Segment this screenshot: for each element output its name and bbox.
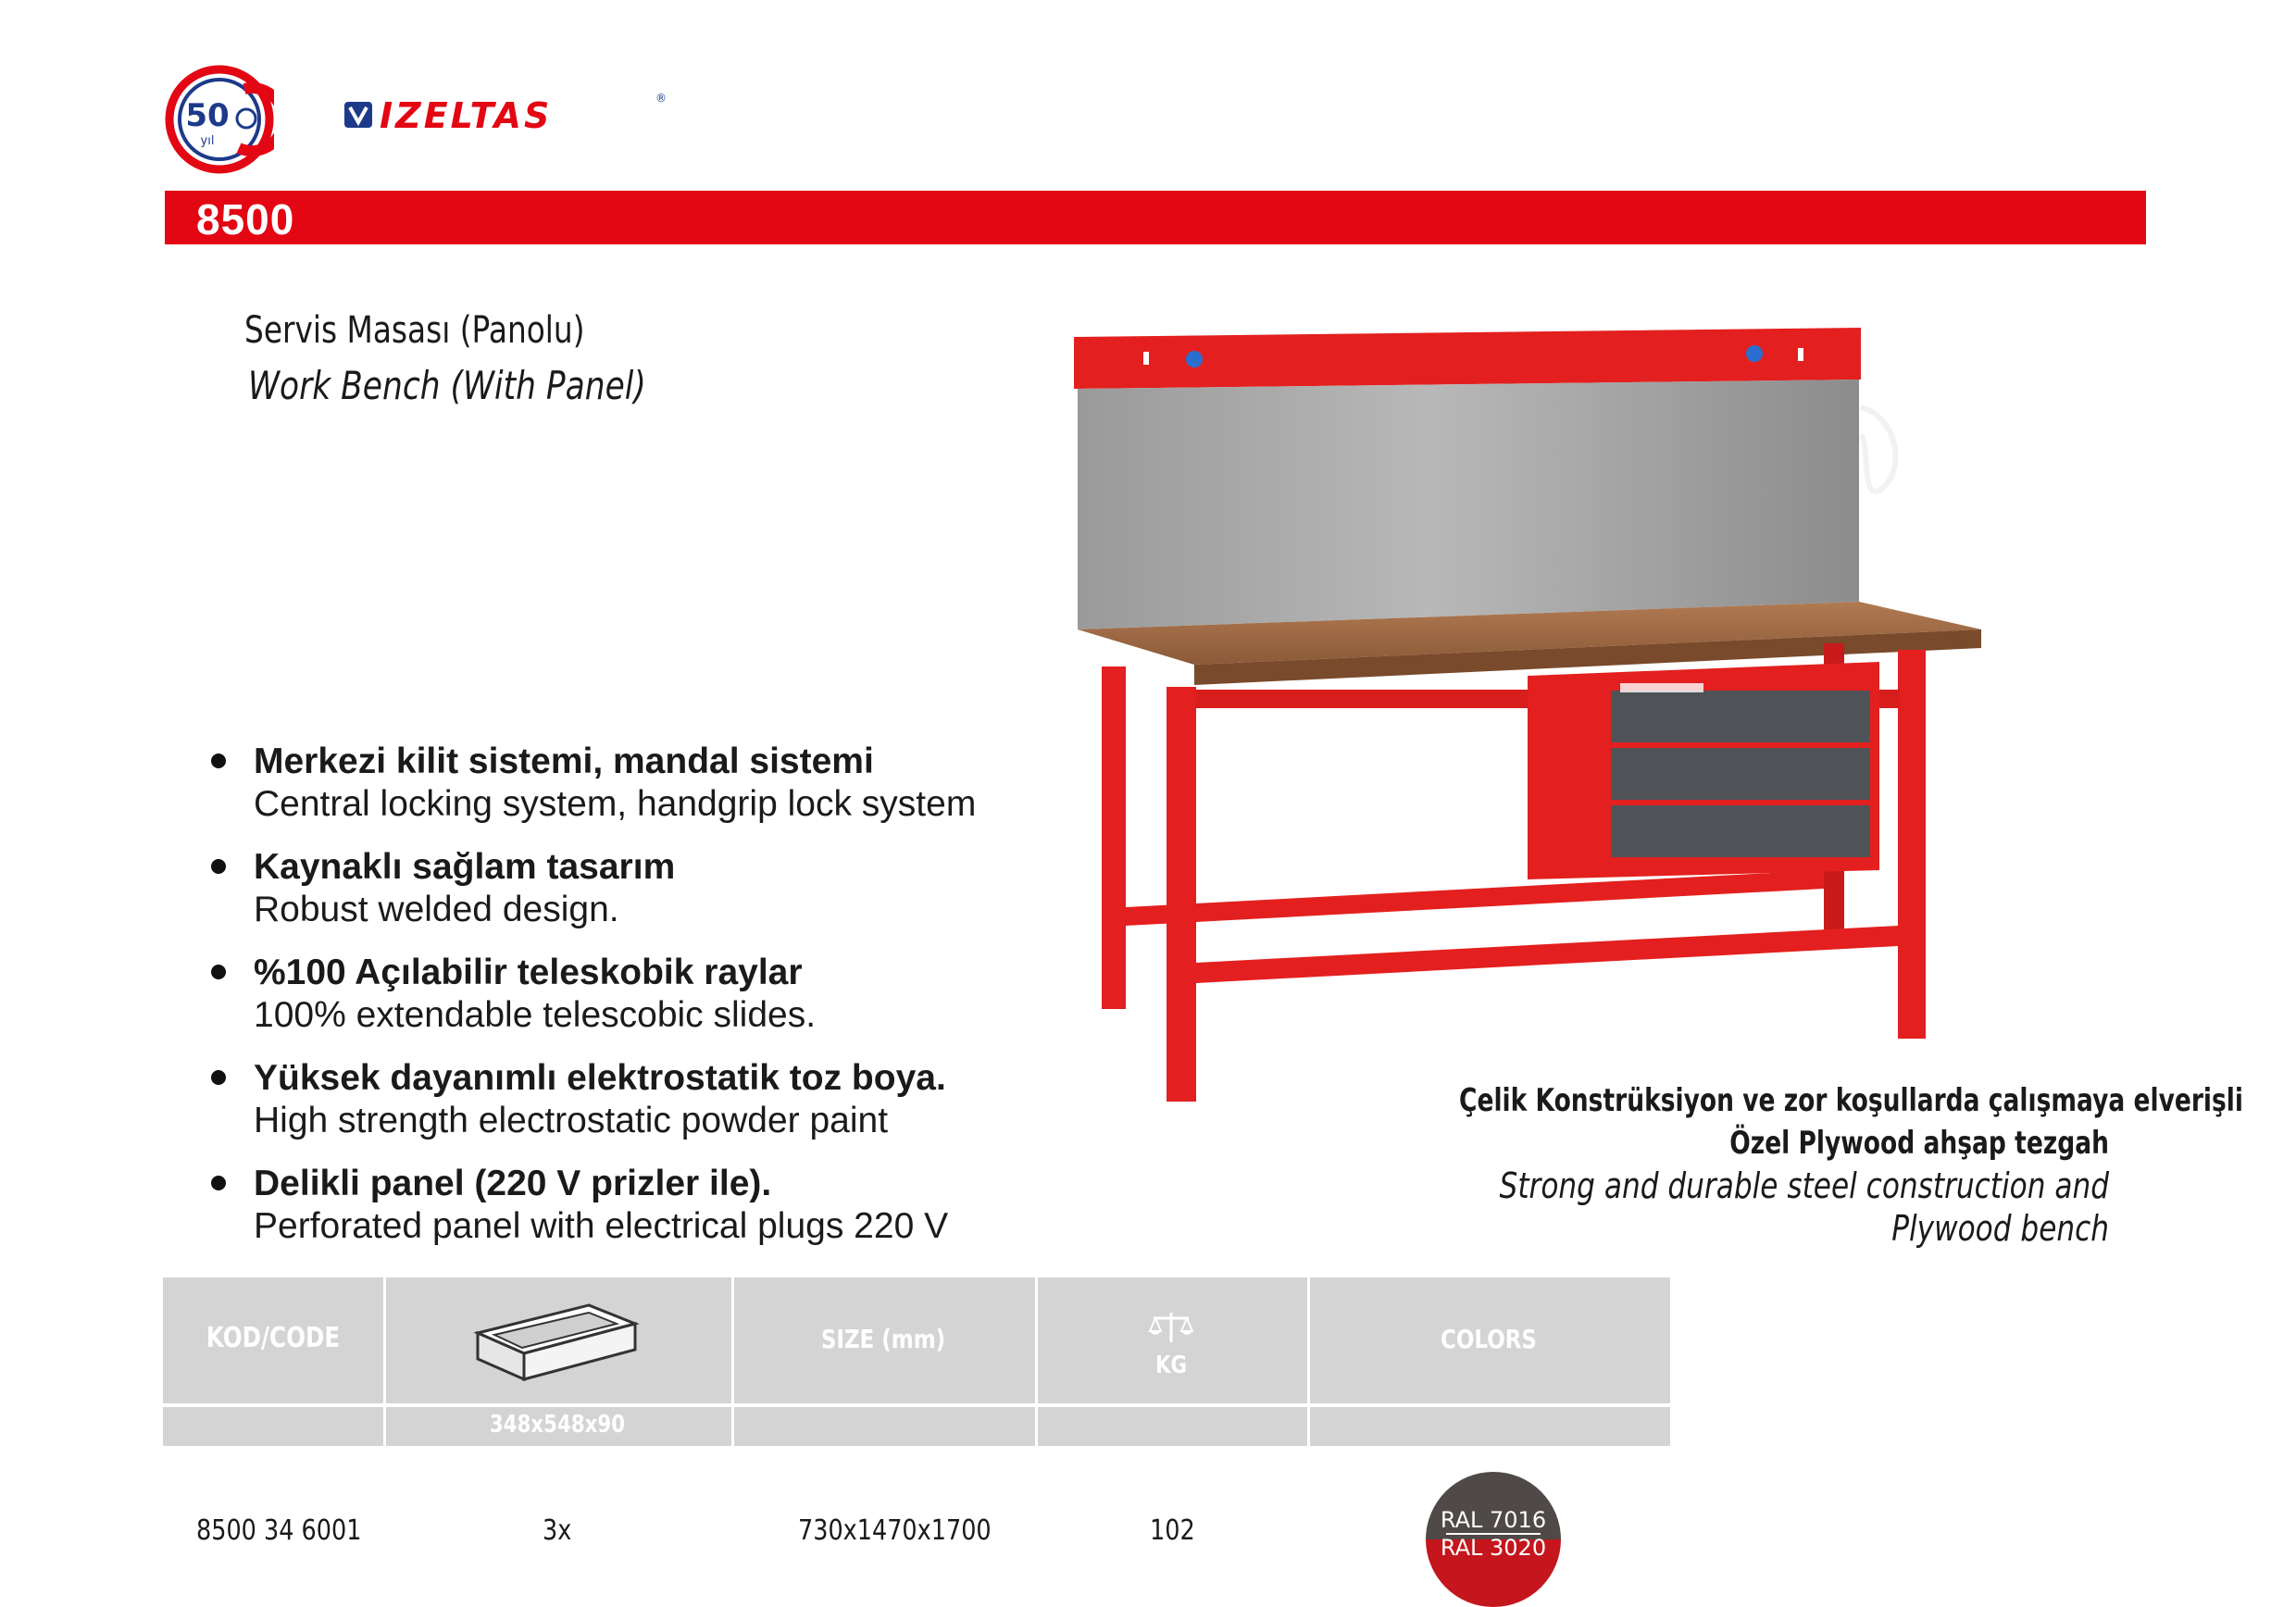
title-bar — [165, 191, 2146, 244]
feature-en: 100% extendable telescobic slides. — [254, 995, 817, 1035]
color-badge — [1426, 1472, 1561, 1607]
bullet-icon — [211, 859, 226, 874]
feature-tr: %100 Açılabilir teleskobik raylar — [254, 953, 803, 992]
header-code: KOD/CODE — [206, 1322, 341, 1354]
registered-mark: ® — [655, 92, 667, 105]
anniversary-word: yıl — [200, 134, 215, 148]
feature-tr: Delikli panel (220 V prizler ile). — [254, 1164, 772, 1203]
table-header — [163, 1277, 1670, 1403]
row-code: 8500 34 6001 — [196, 1514, 362, 1547]
anniversary-number: 50 — [185, 97, 230, 134]
header-size: SIZE (mm) — [820, 1324, 946, 1354]
description-tr-line2: Özel Plywood ahşap tezgah — [1729, 1125, 2109, 1162]
description-en-line2: Plywood bench — [1891, 1208, 2109, 1249]
description-tr-line1: Çelik Konstrüksiyon ve zor koşullarda çalışmaya elverişli — [1459, 1082, 2243, 1119]
bullet-icon — [211, 965, 226, 979]
feature-tr: Yüksek dayanımlı elektrostatik toz boya. — [254, 1058, 946, 1098]
header-drawer-size: 348x548x90 — [489, 1411, 626, 1439]
feature-item — [211, 1057, 1044, 1142]
bullet-icon — [211, 1176, 226, 1190]
product-name-tr: Servis Masası (Panolu) — [244, 309, 585, 352]
row-weight: 102 — [1150, 1514, 1195, 1547]
feature-list — [211, 741, 1044, 1268]
product-code-title: 8500 — [196, 195, 295, 243]
drawer-icon — [468, 1296, 644, 1393]
feature-item — [211, 1163, 1044, 1248]
color-label-bottom: RAL 3020 — [1440, 1535, 1547, 1561]
feature-en: Central locking system, handgrip lock system — [254, 784, 977, 824]
description-en-line1: Strong and durable steel construction and — [1499, 1165, 2109, 1206]
feature-en: High strength electrostatic powder paint — [254, 1101, 889, 1140]
color-label-top: RAL 7016 — [1440, 1507, 1547, 1533]
scale-icon — [1148, 1311, 1194, 1349]
product-name-en: Work Bench (With Panel) — [248, 363, 646, 408]
bullet-icon — [211, 1070, 226, 1085]
feature-item — [211, 952, 1044, 1037]
work-bench-with-panel-icon — [1065, 324, 1990, 1111]
feature-item — [211, 741, 1044, 826]
anniversary-logo — [165, 65, 274, 174]
table-subheader — [163, 1407, 1670, 1446]
row-drawers: 3x — [543, 1514, 572, 1547]
feature-item — [211, 846, 1044, 931]
brand-logo — [343, 89, 667, 141]
feature-en: Robust welded design. — [254, 890, 619, 929]
header-colors: COLORS — [1441, 1324, 1537, 1354]
description-block — [1276, 1079, 2243, 1250]
header-weight: KG — [1154, 1352, 1188, 1379]
row-size: 730x1470x1700 — [798, 1514, 992, 1547]
feature-en: Perforated panel with electrical plugs 220 V — [254, 1206, 949, 1246]
brand-name: IZELTAS — [380, 95, 553, 136]
feature-tr: Kaynaklı sağlam tasarım — [254, 847, 676, 887]
bullet-icon — [211, 754, 226, 768]
feature-tr: Merkezi kilit sistemi, mandal sistemi — [254, 741, 874, 781]
